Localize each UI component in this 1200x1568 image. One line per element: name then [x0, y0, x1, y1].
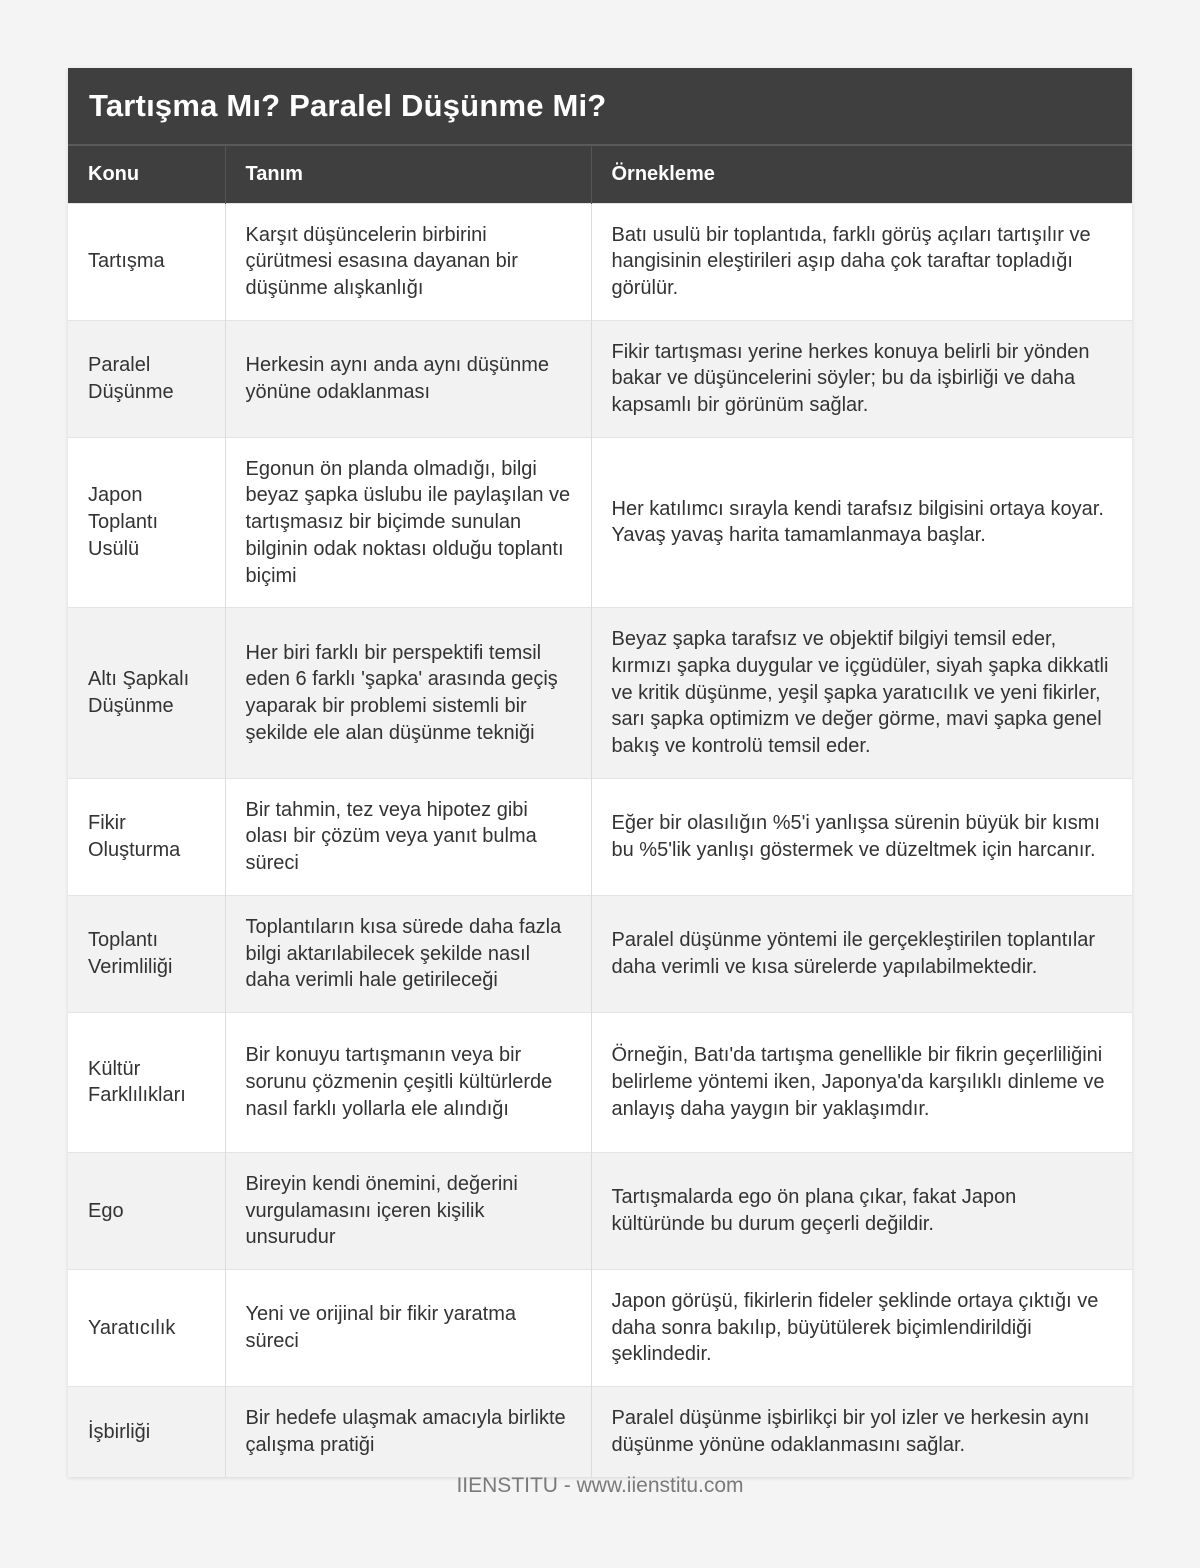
- example-cell: Paralel düşünme işbirlikçi bir yol izler ve herkesin aynı düşünme yönüne odaklanmasını sağlar.: [591, 1387, 1132, 1477]
- table-row: [68, 1152, 1132, 1269]
- comparison-table: [68, 144, 1132, 1477]
- topic-cell: Kültür Farklılıkları: [68, 1012, 225, 1152]
- table-row: [68, 437, 1132, 608]
- topic-cell: Yaratıcılık: [68, 1270, 225, 1387]
- footer-credit: IIENSTITU - www.iienstitu.com: [456, 1474, 744, 1497]
- table-row: [68, 203, 1132, 320]
- header-row: [68, 145, 1132, 203]
- example-cell: Japon görüşü, fikirlerin fideler şeklinde ortaya çıktığı ve daha sonra bakılıp, büyütülerek biçimlendirildiği şeklindedir.: [591, 1270, 1132, 1387]
- page-title: Tartışma Mı? Paralel Düşünme Mi?: [89, 88, 607, 123]
- table-row: [68, 608, 1132, 779]
- topic-cell: Tartışma: [68, 203, 225, 320]
- topic-cell: Japon Toplantı Usülü: [68, 437, 225, 608]
- example-cell: Paralel düşünme yöntemi ile gerçekleştirilen toplantılar daha verimli ve kısa sürelerde yapılabilmektedir.: [591, 895, 1132, 1012]
- definition-cell: Bir tahmin, tez veya hipotez gibi olası bir çözüm veya yanıt bulma süreci: [225, 778, 591, 895]
- topic-cell: Altı Şapkalı Düşünme: [68, 608, 225, 779]
- definition-cell: Yeni ve orijinal bir fikir yaratma süreci: [225, 1270, 591, 1387]
- table-row: [68, 1387, 1132, 1477]
- example-cell: Tartışmalarda ego ön plana çıkar, fakat Japon kültüründe bu durum geçerli değildir.: [591, 1152, 1132, 1269]
- example-cell: Fikir tartışması yerine herkes konuya belirli bir yönden bakar ve düşüncelerini söyler; bu da işbirliği ve daha kapsamlı bir görünüm sağlar.: [591, 320, 1132, 437]
- definition-cell: Bireyin kendi önemini, değerini vurgulamasını içeren kişilik unsurudur: [225, 1152, 591, 1269]
- definition-cell: Toplantıların kısa sürede daha fazla bilgi aktarılabilecek şekilde nasıl daha verimli hale getirileceği: [225, 895, 591, 1012]
- definition-cell: Bir konuyu tartışmanın veya bir sorunu çözmenin çeşitli kültürlerde nasıl farklı yollarla ele alındığı: [225, 1012, 591, 1152]
- topic-cell: Toplantı Verimliliği: [68, 895, 225, 1012]
- topic-cell: Fikir Oluşturma: [68, 778, 225, 895]
- definition-cell: Karşıt düşüncelerin birbirini çürütmesi esasına dayanan bir düşünme alışkanlığı: [225, 203, 591, 320]
- example-cell: Eğer bir olasılığın %5'i yanlışsa sürenin büyük bir kısmı bu %5'lik yanlışı göstermek ve düzeltmek için harcanır.: [591, 778, 1132, 895]
- example-cell: Batı usulü bir toplantıda, farklı görüş açıları tartışılır ve hangisinin eleştirileri aşıp daha çok taraftar topladığı görülür.: [591, 203, 1132, 320]
- topic-cell: Ego: [68, 1152, 225, 1269]
- column-header-topic: Konu: [68, 145, 225, 203]
- table-row: [68, 320, 1132, 437]
- column-header-definition: Tanım: [225, 145, 591, 203]
- table-row: [68, 778, 1132, 895]
- table-row: [68, 895, 1132, 1012]
- table-row: [68, 1012, 1132, 1152]
- table-body: [68, 203, 1132, 1477]
- title-bar: [68, 68, 1132, 144]
- example-cell: Her katılımcı sırayla kendi tarafsız bilgisini ortaya koyar. Yavaş yavaş harita tamamlanmaya başlar.: [591, 437, 1132, 608]
- definition-cell: Bir hedefe ulaşmak amacıyla birlikte çalışma pratiği: [225, 1387, 591, 1477]
- example-cell: Örneğin, Batı'da tartışma genellikle bir fikrin geçerliliğini belirleme yöntemi iken, Japonya'da karşılıklı dinleme ve anlayış daha yaygın bir yaklaşımdır.: [591, 1012, 1132, 1152]
- example-cell: Beyaz şapka tarafsız ve objektif bilgiyi temsil eder, kırmızı şapka duygular ve içgüdüler, siyah şapka dikkatli ve kritik düşünme, yeşil şapka yaratıcılık ve yeni fikirler, sarı şapka optimizm ve değer görme, mavi şapka genel bakış ve kontrolü temsil eder.: [591, 608, 1132, 779]
- definition-cell: Herkesin aynı anda aynı düşünme yönüne odaklanması: [225, 320, 591, 437]
- definition-cell: Her biri farklı bir perspektifi temsil eden 6 farklı 'şapka' arasında geçiş yaparak bir problemi sistemli bir şekilde ele alan düşünme tekniği: [225, 608, 591, 779]
- definition-cell: Egonun ön planda olmadığı, bilgi beyaz şapka üslubu ile paylaşılan ve tartışmasız bir biçimde sunulan bilginin odak noktası olduğu toplantı biçimi: [225, 437, 591, 608]
- table-row: [68, 1270, 1132, 1387]
- table-header: [68, 145, 1132, 203]
- comparison-card: [68, 68, 1132, 1477]
- column-header-example: Örnekleme: [591, 145, 1132, 203]
- topic-cell: İşbirliği: [68, 1387, 225, 1477]
- topic-cell: Paralel Düşünme: [68, 320, 225, 437]
